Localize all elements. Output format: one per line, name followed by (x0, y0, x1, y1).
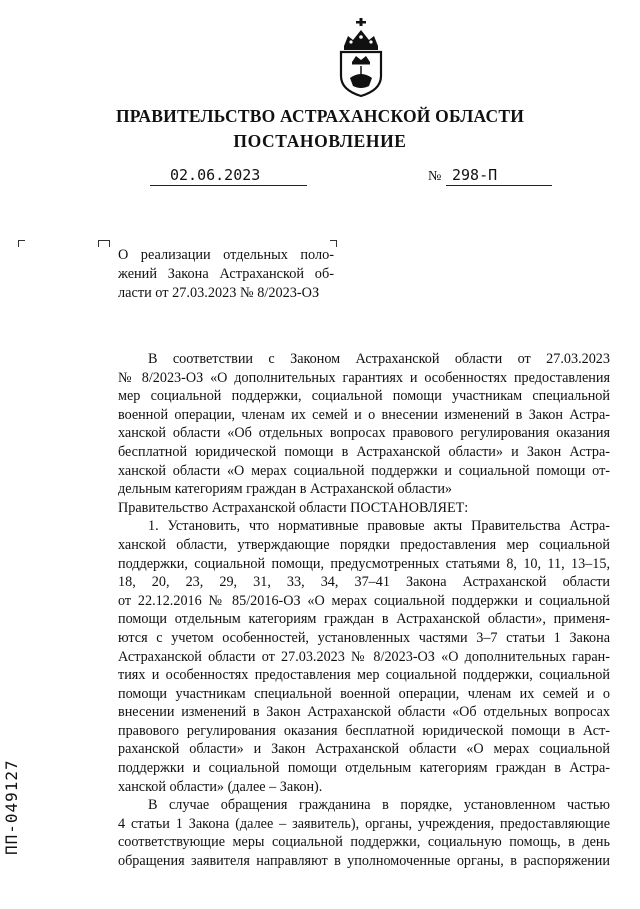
body-line: мер социальной поддержки, социальной помощи участникам специальной (118, 388, 610, 405)
body-line: помощи участникам специальной военной операции, членам их семей и о (118, 685, 610, 702)
body-line: военной операции, членам их семей и о внесении изменений в Закон Астра- (118, 406, 610, 423)
body-line: ханской области «О мерах социальной поддержки и социальной помощи от- (118, 462, 610, 479)
body-line: В случае обращения гражданина в порядке, установленном частью (148, 797, 610, 814)
body-line: ются с учетом особенностей, установленных частями 3–7 статьи 1 Закона (118, 629, 610, 646)
body-line: ханской области, утверждающие порядки предоставления мер социальной (118, 536, 610, 553)
document-date: 02.06.2023 (170, 166, 261, 184)
body-line: Правительство Астраханской области ПОСТАНОВЛЯЕТ: (118, 499, 469, 516)
body-line: ханской области «Об отдельных вопросах правового регулирования оказания (118, 425, 610, 442)
document-body (118, 350, 610, 871)
coat-of-arms-icon (338, 18, 384, 98)
body-line: бесплатной юридической помощи в Астраханской области» и Закон Астра- (118, 443, 610, 460)
date-underline (150, 185, 307, 186)
body-line: внесении изменений в Закон Астраханской области «Об отдельных вопросах (118, 704, 610, 721)
body-line: раханской области» и Закон Астраханской области «О мерах социальной (118, 741, 610, 758)
document-type: ПОСТАНОВЛЕНИЕ (233, 131, 407, 151)
document-subject (118, 246, 334, 303)
body-line: от 22.12.2016 № 85/2016-ОЗ «О мерах социальной поддержки и социальной (118, 592, 610, 609)
corner-mark (18, 240, 25, 247)
document-number: 298-П (452, 166, 498, 184)
body-line: обращения заявителя направляют в уполномоченные органы, в распоряжении (118, 853, 610, 870)
body-line: 1. Установить, что нормативные правовые акты Правительства Астра- (148, 518, 610, 535)
body-line: 18, 20, 23, 29, 31, 33, 34, 37–41 Закона Астраханской области (118, 574, 610, 591)
number-sign: № (428, 169, 442, 184)
corner-mark (103, 240, 110, 247)
body-line: помощи отдельным категориям граждан в Астраханской области», применя- (118, 611, 610, 628)
subject-line: О реализации отдельных поло- (118, 247, 334, 263)
government-title: ПРАВИТЕЛЬСТВО АСТРАХАНСКОЙ ОБЛАСТИ (115, 106, 525, 126)
body-line: дельным категориям граждан в Астраханской области» (118, 481, 452, 498)
subject-line: жений Закона Астраханской об- (118, 266, 334, 282)
body-line: поддержки, социальной помощи, предусмотренных статьями 8, 10, 11, 13–15, (118, 555, 610, 572)
body-line: Астраханской области от 27.03.2023 № 8/2023-ОЗ «О дополнительных гаран- (118, 648, 610, 665)
body-line: поддержки и социальной помощи отдельным категориям граждан в Астра- (118, 760, 610, 777)
body-line: № 8/2023-ОЗ «О дополнительных гарантиях и особенностях предоставления (118, 369, 610, 386)
subject-line: ласти от 27.03.2023 № 8/2023-ОЗ (118, 285, 320, 301)
body-line: ханской области» (далее – Закон). (118, 778, 323, 795)
body-line: соответствующие меры социальной поддержки, социальную помощь, в день (118, 834, 610, 851)
margin-stamp: ПП-049127 (2, 759, 21, 855)
body-line: правового регулирования оказания бесплатной юридической помощи в Аст- (118, 722, 610, 739)
body-line: тиях и особенностях предоставления мер социальной поддержки, социальной (118, 667, 610, 684)
body-line: 4 статьи 1 Закона (далее – заявитель), органы, учреждения, предоставляющие (118, 815, 610, 832)
body-line: В соответствии с Законом Астраханской области от 27.03.2023 (148, 351, 610, 367)
number-underline (446, 185, 552, 186)
